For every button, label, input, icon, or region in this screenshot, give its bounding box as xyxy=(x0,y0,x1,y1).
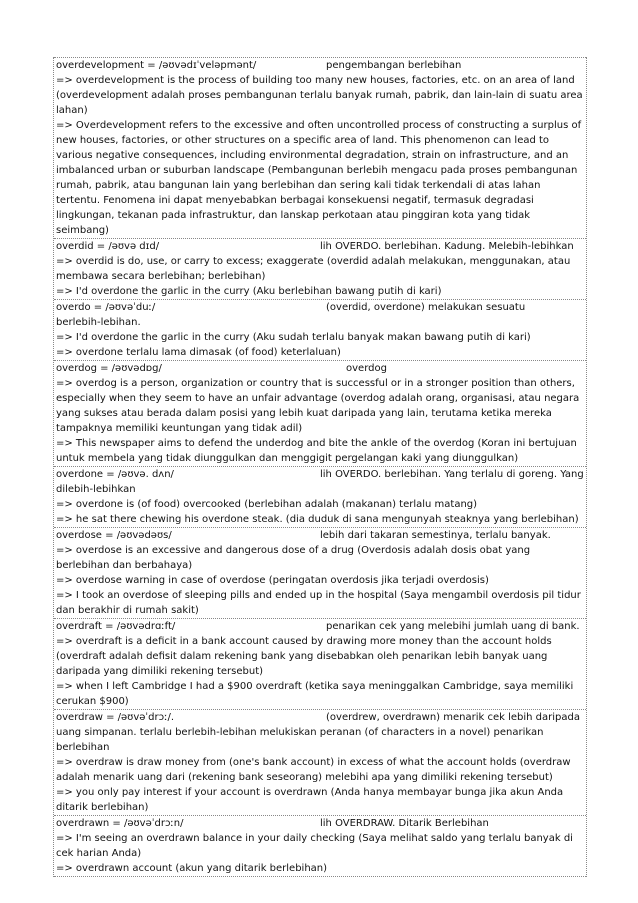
entry-head-row xyxy=(56,619,584,634)
headword: overdraw = /əʊvəˈdrɔː/. xyxy=(56,712,175,723)
example-line: => I took an overdose of sleeping pills and ended up in the hospital (Saya mengambil overdosis pil tidur dan berakhir di rumah sakit) xyxy=(56,590,581,616)
entry-head-row xyxy=(56,710,584,725)
headword: overdrawn = /əʊvəˈdrɔːn/ xyxy=(56,818,184,829)
translation: penarikan cek yang melebihi jumlah uang di bank. xyxy=(326,621,580,632)
dictionary-page xyxy=(53,57,587,877)
example-line: => Overdevelopment refers to the excessive and often uncontrolled process of constructing a surplus of new houses, factories, or other structures on a specific area of land. This phenomenon can lead to various negative consequences, including environmental degradation, strain on infrastructure, and an imbalanced urban or suburban landscape (Pembangunan berlebih mengacu pada proses pembangunan rumah, pabrik, atau bangunan lain yang berlebihan dan sering kali tidak terkendali di atas lahan tertentu. Fenomena ini dapat menyebabkan berbagai konsekuensi negatif, termasuk degradasi lingkungan, tekanan pada infrastruktur, dan lanskap perkotaan atau pinggiran kota yang tidak seimbang) xyxy=(56,120,582,236)
example-line: => overdose is an excessive and dangerous dose of a drug (Overdosis adalah dosis obat yang berlebihan dan berbahaya) xyxy=(56,545,531,571)
translation: (overdrew, overdrawn) menarik cek lebih daripada xyxy=(326,712,580,723)
example-line: => overdrawn account (akun yang ditarik berlebihan) xyxy=(56,863,328,874)
headword: overdraft = /əʊvədrɑːft/ xyxy=(56,621,176,632)
dictionary-entry xyxy=(54,360,586,466)
entry-head-row xyxy=(56,528,584,543)
dictionary-entry xyxy=(54,57,586,238)
entry-head-row xyxy=(56,58,584,73)
dictionary-entry xyxy=(54,466,586,527)
entry-head-row xyxy=(56,361,584,376)
translation: pengembangan berlebihan xyxy=(326,60,462,71)
example-line: => This newspaper aims to defend the underdog and bite the ankle of the overdog (Koran ini bertujuan untuk membela yang tidak diunggulkan dan menggigit pergelangan kaki yang diunggulkan) xyxy=(56,438,577,464)
example-line: => I'm seeing an overdrawn balance in your daily checking (Saya melihat saldo yang terlalu banyak di cek harian Anda) xyxy=(56,833,573,859)
example-line: => overdone terlalu lama dimasak (of food) keterlaluan) xyxy=(56,347,341,358)
example-line: => he sat there chewing his overdone steak. (dia duduk di sana mengunyah steaknya yang berlebihan) xyxy=(56,514,579,525)
example-line: => overdraw is draw money from (one's bank account) in excess of what the account holds (overdraw adalah menarik uang dari (rekening bank seseorang) melebihi apa yang dimiliki rekening tersebut) xyxy=(56,757,571,783)
translation: lebih dari takaran semestinya, terlalu banyak. xyxy=(320,530,551,541)
entry-head-row xyxy=(56,239,584,254)
dictionary-entry xyxy=(54,618,586,709)
example-line: => overdog is a person, organization or country that is successful or in a stronger position than others, especially when they seem to have an unfair advantage (overdog adalah orang, organisasi, atau negara yang sukses atau berada dalam posisi yang lebih kuat daripada yang lain, terutama ketika mereka tampaknya memiliki keuntungan yang tidak adil) xyxy=(56,378,580,434)
example-line: => when I left Cambridge I had a $900 overdraft (ketika saya meninggalkan Cambridge, saya memiliki cerukan $900) xyxy=(56,681,574,707)
example-line: => you only pay interest if your account is overdrawn (Anda hanya membayar bunga jika akun Anda ditarik berlebihan) xyxy=(56,787,564,813)
translation: lih OVERDO. berlebihan. Yang terlalu di goreng. Yang xyxy=(320,469,584,480)
dictionary-entry xyxy=(54,527,586,618)
example-line: => overdone is (of food) overcooked (berlebihan adalah (makanan) terlalu matang) xyxy=(56,499,478,510)
example-line: => I'd overdone the garlic in the curry (Aku sudah terlalu banyak makan bawang putih di kari) xyxy=(56,332,531,343)
example-line: => overdevelopment is the process of building too many new houses, factories, etc. on an area of land (overdevelopment adalah proses pembangunan terlalu banyak rumah, pabrik, dan lain-lain di suatu area lahan) xyxy=(56,75,583,116)
entry-head-row xyxy=(56,300,584,315)
translation-continuation: uang simpanan. terlalu berlebih-lebihan melukiskan peranan (of characters in a novel) penarikan berlebihan xyxy=(56,727,544,753)
translation: (overdid, overdone) melakukan sesuatu xyxy=(326,302,526,313)
example-line: => overdose warning in case of overdose (peringatan overdosis jika terjadi overdosis) xyxy=(56,575,489,586)
headword: overdose = /əʊvədəʊs/ xyxy=(56,530,172,541)
example-line: => overdid is do, use, or carry to excess; exaggerate (overdid adalah melakukan, menggunakan, atau membawa secara berlebihan; berlebihan) xyxy=(56,256,571,282)
headword: overdo = /əʊvəˈduː/ xyxy=(56,302,156,313)
headword: overdid = /əʊvə dɪd/ xyxy=(56,241,160,252)
dictionary-entry xyxy=(54,815,586,877)
translation: overdog xyxy=(346,363,387,374)
dictionary-entry xyxy=(54,299,586,360)
dictionary-entry xyxy=(54,238,586,299)
translation: lih OVERDO. berlebihan. Kadung. Melebih-lebihkan xyxy=(320,241,574,252)
translation-continuation: dilebih-lebihkan xyxy=(56,484,136,495)
example-line: => overdraft is a deficit in a bank account caused by drawing more money than the account holds (overdraft adalah defisit dalam rekening bank yang disebabkan oleh penarikan lebih banyak uang daripada yang dimiliki rekening tersebut) xyxy=(56,636,552,677)
headword: overdevelopment = /əʊvədɪˈveləpmənt/ xyxy=(56,60,257,71)
entry-head-row xyxy=(56,467,584,482)
entry-head-row xyxy=(56,816,584,831)
headword: overdone = /əʊvə. dʌn/ xyxy=(56,469,174,480)
headword: overdog = /əʊvədɒg/ xyxy=(56,363,162,374)
translation: lih OVERDRAW. Ditarik Berlebihan xyxy=(320,818,489,829)
dictionary-entry xyxy=(54,709,586,815)
example-line: => I'd overdone the garlic in the curry (Aku berlebihan bawang putih di kari) xyxy=(56,286,442,297)
translation-continuation: berlebih-lebihan. xyxy=(56,317,141,328)
